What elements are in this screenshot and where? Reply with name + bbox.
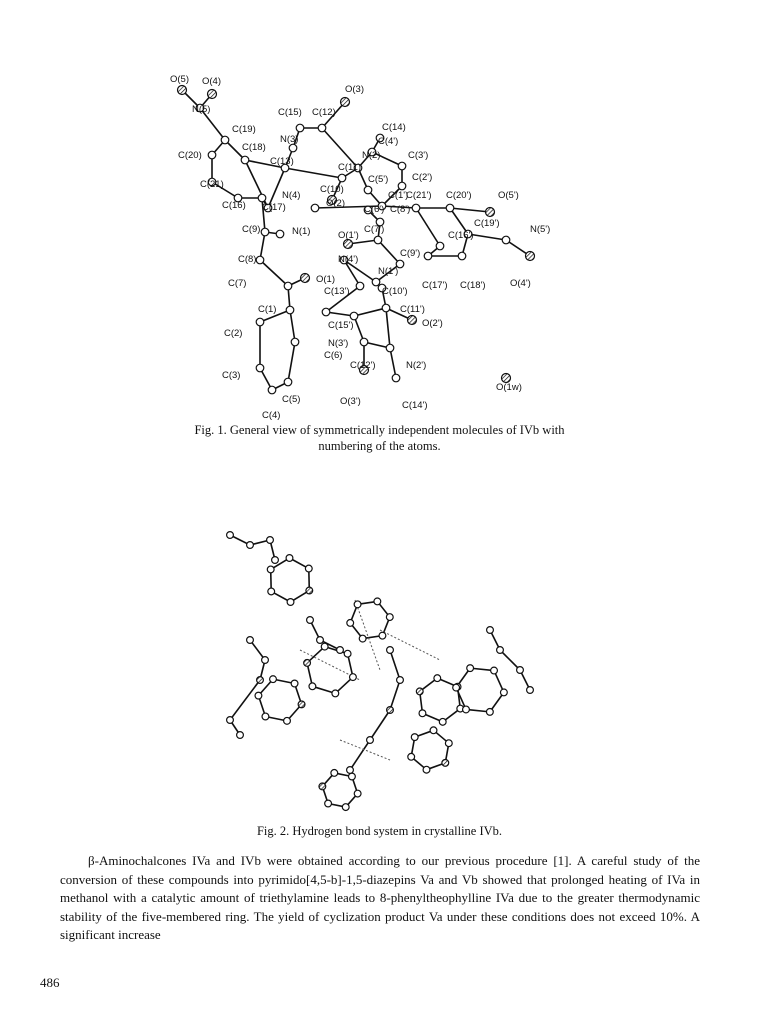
atom	[527, 687, 534, 694]
atom-label: C(11)	[338, 162, 362, 173]
atom	[379, 632, 386, 639]
oxygen-atom	[208, 90, 217, 99]
atom	[364, 186, 372, 194]
oxygen-atom	[298, 701, 305, 708]
atom-label: C(16)	[222, 200, 246, 211]
atom	[322, 308, 330, 316]
oxygen-atom	[301, 274, 310, 283]
atom-label: C(3')	[408, 150, 429, 161]
bond	[285, 168, 342, 178]
atom-label: O(4)	[202, 76, 221, 87]
atom-label: C(21')	[406, 190, 432, 201]
atom	[286, 306, 294, 314]
atom	[256, 364, 264, 372]
atom	[445, 740, 452, 747]
atom	[436, 242, 444, 250]
atom	[500, 689, 507, 696]
atom-label: O(3')	[340, 396, 361, 407]
atom	[270, 676, 277, 683]
atom	[291, 338, 299, 346]
atom	[291, 680, 298, 687]
atom	[332, 690, 339, 697]
atom	[318, 124, 326, 132]
oxygen-atom	[178, 86, 187, 95]
atom	[237, 732, 244, 739]
atom	[342, 804, 349, 811]
figure-1-caption-text: Fig. 1. General view of symmetrically independent molecules of IVb with numbering of the atoms.	[194, 423, 565, 453]
atom-label: C(13')	[324, 286, 350, 297]
atom	[309, 683, 316, 690]
hydrogen-bond	[380, 630, 440, 660]
atom	[347, 767, 354, 774]
atom-label: O(1')	[338, 230, 359, 241]
atom-label: C(2)	[224, 328, 243, 339]
atom	[287, 599, 294, 606]
atom-label: C(18')	[460, 280, 486, 291]
figure-1-caption	[0, 422, 759, 454]
atom	[208, 151, 216, 159]
figure-1-molecule-diagram	[150, 60, 590, 420]
atom-label: N(2)	[362, 150, 381, 161]
atom	[284, 378, 292, 386]
atom	[267, 537, 274, 544]
atom	[374, 598, 381, 605]
oxygen-atom	[387, 707, 394, 714]
atom	[317, 637, 324, 644]
atom	[397, 677, 404, 684]
atom-label: C(19')	[474, 218, 500, 229]
atom	[386, 344, 394, 352]
bond	[230, 680, 260, 720]
bond	[350, 740, 370, 770]
atom	[347, 620, 354, 627]
atom-label: C(1)	[258, 304, 277, 315]
oxygen-atom	[306, 587, 313, 594]
atom	[227, 532, 234, 539]
atom-label: O(5)	[170, 74, 189, 85]
atom	[256, 318, 264, 326]
atom-label: C(1')	[388, 190, 409, 201]
atom	[367, 737, 374, 744]
page-number: 486	[40, 975, 60, 990]
atom-label: O(2')	[422, 318, 443, 329]
atom-label: C(17)	[262, 202, 286, 213]
atom	[272, 557, 279, 564]
atom-label: N(1)	[292, 226, 311, 237]
atom	[344, 650, 351, 657]
atom	[350, 312, 358, 320]
atom	[419, 710, 426, 717]
oxygen-atom	[442, 759, 449, 766]
atom-label: C(16')	[448, 230, 474, 241]
bond	[500, 650, 520, 670]
atom-label: O(4')	[510, 278, 531, 289]
atom-label: O(2)	[326, 198, 345, 209]
atom-label: C(17')	[422, 280, 448, 291]
body-paragraph: β-Aminochalcones IVa and IVb were obtained according to our previous procedure [1]. A careful study of the conversion of these compounds into pyrimido[4,5-b]-1,5-diazepins Va and Vb showed that prolonged heating of IVa in methanol with a catalytic amount of triethylamine leads to 8-phenyltheophylline IVa due to the greater thermodynamic stability of the five-membered ring. The yield of cyclization product Va under these conditions does not exceed 10%. A significant increase	[60, 853, 700, 942]
atom	[467, 665, 474, 672]
atom	[386, 614, 393, 621]
atom	[453, 684, 460, 691]
atom-label: C(7')	[364, 224, 385, 235]
atom	[262, 713, 269, 720]
atom-label: C(15)	[278, 107, 302, 118]
atom	[398, 162, 406, 170]
atom	[241, 156, 249, 164]
atom	[255, 692, 262, 699]
bond	[390, 680, 400, 710]
atom-label: C(8')	[390, 204, 411, 215]
atom	[411, 734, 418, 741]
atom-label: O(5')	[498, 190, 519, 201]
atom	[434, 675, 441, 682]
atom-label: N(2')	[406, 360, 427, 371]
atom-label: N(3')	[328, 338, 349, 349]
atom	[408, 753, 415, 760]
atom-label: N(4')	[338, 254, 359, 265]
atom-label: C(20)	[178, 150, 202, 161]
atom-label: N(5')	[530, 224, 551, 235]
atom	[424, 252, 432, 260]
atom	[286, 555, 293, 562]
atom-label: C(4')	[378, 136, 399, 147]
atom-label: C(4)	[262, 410, 281, 420]
atom-label: C(5)	[282, 394, 301, 405]
atom	[354, 601, 361, 608]
atom	[458, 252, 466, 260]
hydrogen-bond	[340, 740, 390, 760]
atom	[374, 236, 382, 244]
bond	[386, 308, 390, 348]
atom	[321, 643, 328, 650]
atom	[338, 174, 346, 182]
figure-2-caption	[0, 823, 759, 839]
atom-label: N(3)	[280, 134, 299, 145]
bond	[450, 208, 490, 212]
atom	[311, 204, 319, 212]
atom-label: O(1w)	[496, 382, 522, 393]
atom	[307, 617, 314, 624]
atom-label: C(10')	[382, 286, 408, 297]
atom-label: C(20')	[446, 190, 472, 201]
atom	[356, 282, 364, 290]
atom	[276, 230, 284, 238]
atom-label: C(10)	[320, 184, 344, 195]
atom-label: C(13)	[270, 156, 294, 167]
atom	[491, 667, 498, 674]
atom-label: C(5')	[368, 174, 389, 185]
atom	[289, 144, 297, 152]
atom	[382, 304, 390, 312]
atom	[398, 182, 406, 190]
atom	[412, 204, 420, 212]
atom	[497, 647, 504, 654]
bond	[416, 208, 440, 246]
atom	[446, 204, 454, 212]
atom	[325, 800, 332, 807]
bond	[390, 348, 396, 378]
bond	[378, 240, 400, 264]
atom	[256, 256, 264, 264]
atom-label: N(5)	[192, 104, 211, 115]
atom	[349, 773, 356, 780]
atom-label: C(18)	[242, 142, 266, 153]
atom	[423, 766, 430, 773]
atom	[268, 588, 275, 595]
atom	[350, 674, 357, 681]
atom	[261, 228, 269, 236]
atom	[258, 194, 266, 202]
atom	[430, 727, 437, 734]
oxygen-atom	[526, 252, 535, 261]
bond	[370, 710, 390, 740]
atom-label: O(3)	[345, 84, 364, 95]
atom	[267, 566, 274, 573]
atom	[305, 565, 312, 572]
bond	[290, 310, 295, 342]
atom	[296, 124, 304, 132]
atom-label: C(15')	[328, 320, 354, 331]
atom-label: C(6')	[364, 204, 385, 215]
oxygen-atom	[416, 688, 423, 695]
atom-label: O(1)	[316, 274, 335, 285]
atom	[337, 647, 344, 654]
figure-2-caption-text: Fig. 2. Hydrogen bond system in crystalline IVb.	[256, 824, 503, 838]
bond	[468, 234, 506, 240]
atom	[502, 236, 510, 244]
atom	[268, 386, 276, 394]
atom	[331, 770, 338, 777]
atom	[354, 790, 361, 797]
atom-label: C(9')	[400, 248, 421, 259]
oxygen-atom	[304, 660, 311, 667]
atom-label: N(1')	[378, 266, 399, 277]
bond	[354, 308, 386, 316]
atom-label: C(19)	[232, 124, 256, 135]
figure-2-hydrogen-bond-diagram	[190, 500, 560, 820]
atom	[221, 136, 229, 144]
atom-label: C(2')	[412, 172, 433, 183]
body-text	[60, 852, 700, 945]
oxygen-atom	[257, 677, 264, 684]
atom-label: C(14')	[402, 400, 428, 411]
atom	[247, 637, 254, 644]
atom	[439, 718, 446, 725]
atom	[284, 282, 292, 290]
atom-label: N(4)	[282, 190, 301, 201]
atom-label: C(9)	[242, 224, 261, 235]
oxygen-atom	[486, 208, 495, 217]
atom-label: C(21)	[200, 179, 224, 190]
bond	[260, 260, 288, 286]
atom	[227, 717, 234, 724]
atom-label: C(6)	[324, 350, 343, 361]
atom	[359, 635, 366, 642]
oxygen-atom	[341, 98, 350, 107]
atom-label: C(11')	[400, 304, 425, 315]
atom-label: C(12)	[312, 107, 336, 118]
atom	[360, 338, 368, 346]
atom-label: C(3)	[222, 370, 241, 381]
atom-label: C(12')	[350, 360, 376, 371]
atom-label: C(14)	[382, 122, 406, 133]
atom-label: C(8)	[238, 254, 257, 265]
atom	[387, 647, 394, 654]
atom	[392, 374, 400, 382]
atom-label: C(7)	[228, 278, 247, 289]
atom	[463, 706, 470, 713]
atom	[372, 278, 380, 286]
atom	[486, 708, 493, 715]
atom	[247, 542, 254, 549]
oxygen-atom	[408, 316, 417, 325]
oxygen-atom	[319, 783, 326, 790]
atom	[262, 657, 269, 664]
atom	[517, 667, 524, 674]
atom	[487, 627, 494, 634]
hydrogen-bond	[355, 600, 380, 670]
atom	[284, 717, 291, 724]
bond	[288, 342, 295, 382]
bond	[390, 650, 400, 680]
